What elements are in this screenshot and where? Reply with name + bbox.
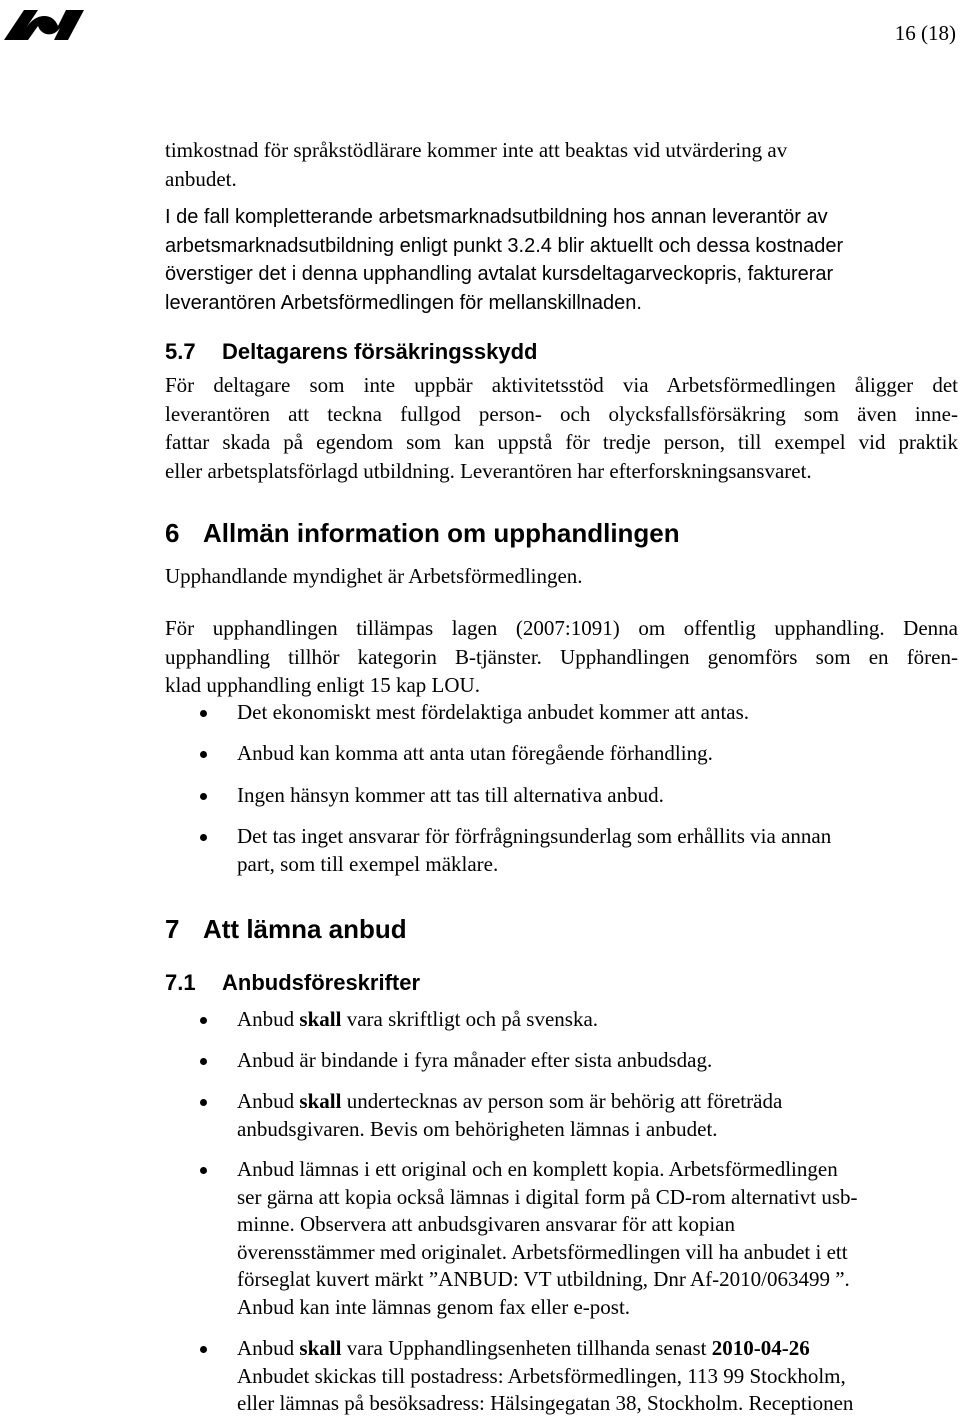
bullet-icon [200,1058,207,1065]
section-6-paragraph-1: Upphandlande myndighet är Arbetsförmedlingen. [165,564,583,588]
text-line: eller arbetsplatsförlagd utbildning. Leverantören har efterforskningsansvaret. [165,458,812,483]
text-line: fattar skada på egendom som kan uppstå för tredje person, till exempel vid praktik [165,430,958,454]
text-line: Anbud kan komma att anta utan föregående förhandling. [237,741,713,765]
text-line: För deltagare som inte uppbär aktivitetsstöd via Arbetsförmedlingen åligger det [165,373,958,397]
page-number: 16 (18) [894,21,956,45]
bullet-icon [200,751,207,758]
text-line: förseglat kuvert märkt ”ANBUD: VT utbildning, Dnr Af-2010/063499 ”. [237,1267,850,1291]
text-line: eller lämnas på besöksadress: Hälsingegatan 38, Stockholm. Receptionen [237,1391,854,1415]
text-line: överstiger det i denna upphandling avtalat kursdeltagarveckopris, fakturerar [165,263,834,285]
arbetsformedlingen-logo-icon [4,8,84,40]
heading-title: Deltagarens försäkringsskydd [222,339,538,364]
heading-title: Allmän information om upphandlingen [203,518,680,548]
heading-title: Att lämna anbud [203,914,407,944]
text-line: leverantören Arbetsförmedlingen för mellanskillnaden. [165,291,642,314]
heading-7-1 [165,969,420,997]
text-line: Anbud skall vara Upphandlingsenheten tillhanda senast 2010-04-26 [237,1336,810,1360]
text-line: För upphandlingen tillämpas lagen (2007:1091) om offentlig upphandling. Denna [165,616,958,640]
heading-number: 6 [165,518,180,548]
text-line: klad upphandling enligt 15 kap LOU. [165,673,480,697]
heading-number: 7 [165,914,180,944]
text-line: Det ekonomiskt mest fördelaktiga anbudet kommer att antas. [237,700,750,724]
text-line: anbudet. [165,166,237,191]
text-line: leverantören att teckna fullgod person- och olycksfallsförsäkring som även inne- [165,401,958,426]
intro-paragraph-2 [165,203,958,317]
heading-5-7 [165,338,537,366]
text-line: ser gärna att kopia också lämnas i digital form på CD-rom alternativt usb- [237,1184,858,1209]
bullet-icon [200,834,207,841]
section-6-paragraph-2 [165,614,958,700]
text-line: anbudsgivaren. Bevis om behörigheten lämnas i anbudet. [237,1116,718,1141]
heading-title: Anbudsföreskrifter [222,970,421,995]
bullet-icon [200,1167,207,1174]
text-line: arbetsmarknadsutbildning enligt punkt 3.2.4 blir aktuellt och dessa kostnader [165,234,844,257]
text-line: upphandling tillhör kategorin B-tjänster. Upphandlingen genomförs som en fören- [165,644,958,669]
bullet-icon [200,1099,207,1106]
bullet-icon [200,1017,207,1024]
section-5-7-paragraph [165,371,958,485]
text-line: timkostnad för språkstödlärare kommer inte att beaktas vid utvärdering av [165,138,788,162]
text-line: Anbud skall vara skriftligt och på svenska. [237,1007,599,1031]
text-line: Anbud skall undertecknas av person som är behörig att företräda [237,1089,783,1113]
text-line: Anbud kan inte lämnas genom fax eller e-post. [237,1294,631,1319]
text-line: Ingen hänsyn kommer att tas till alternativa anbud. [237,783,664,807]
heading-7 [165,913,407,945]
text-line: I de fall kompletterande arbetsmarknadsutbildning hos annan leverantör av [165,206,828,228]
bullet-icon [200,1346,207,1353]
bullet-icon [200,793,207,800]
text-line: Anbud lämnas i ett original och en komplett kopia. Arbetsförmedlingen [237,1157,838,1181]
text-line: överensstämmer med originalet. Arbetsförmedlingen vill ha anbudet i ett [237,1239,848,1264]
text-line: Det tas inget ansvarar för förfrågningsunderlag som erhållits via annan [237,824,832,848]
text-line: minne. Observera att anbudsgivaren ansvarar för att kopian [237,1212,735,1236]
text-line: Anbudet skickas till postadress: Arbetsförmedlingen, 113 99 Stockholm, [237,1363,846,1388]
text-line: Anbud är bindande i fyra månader efter sista anbudsdag. [237,1048,713,1072]
bullet-icon [200,710,207,717]
heading-number: 7.1 [165,970,196,995]
heading-number: 5.7 [165,339,196,364]
text-line: part, som till exempel mäklare. [237,851,499,876]
intro-paragraph-1 [165,136,958,193]
heading-6 [165,517,680,549]
